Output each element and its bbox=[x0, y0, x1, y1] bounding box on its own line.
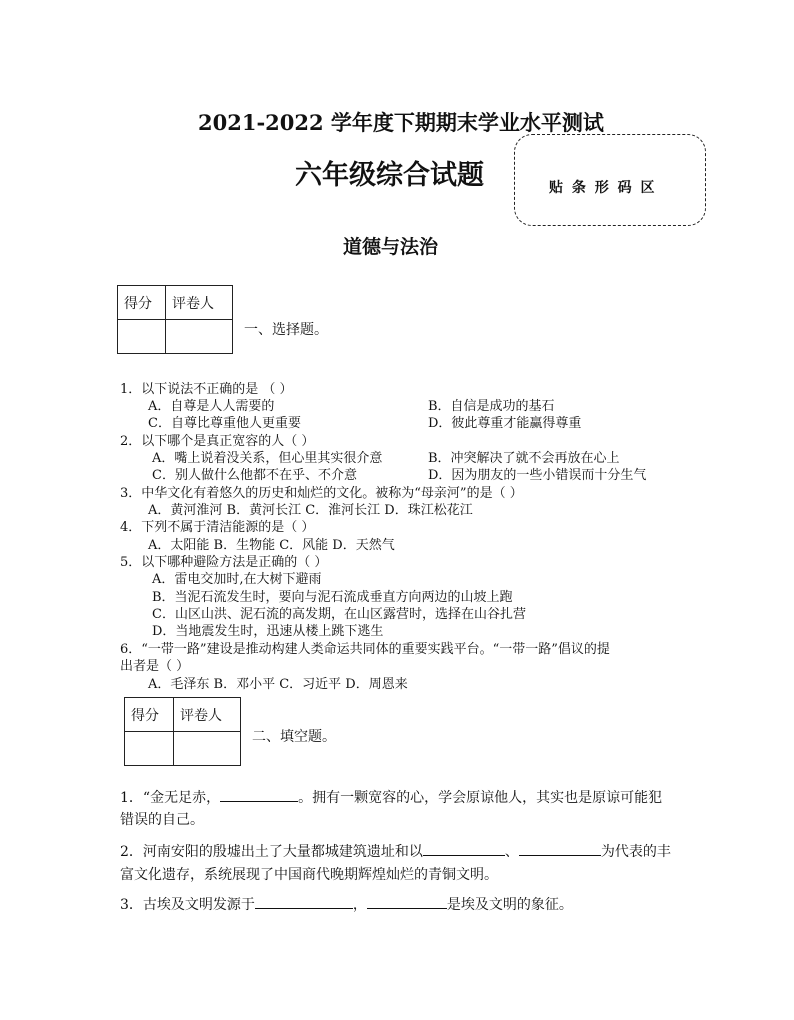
question-stem: 1．以下说法不正确的是 （ ） bbox=[120, 382, 293, 397]
score-cell bbox=[125, 732, 174, 766]
grader-cell bbox=[166, 320, 233, 354]
option: D．彼此尊重才能赢得尊重 bbox=[428, 416, 582, 431]
score-box-1 bbox=[117, 285, 233, 354]
section2-title: 二、填空题。 bbox=[252, 729, 336, 745]
option-row: A．毛泽东 B．邓小平 C．习近平 D．周恩来 bbox=[148, 677, 408, 692]
option: A．嘴上说着没关系，但心里其实很介意 bbox=[152, 451, 383, 466]
question-stem: 3．中华文化有着悠久的历史和灿烂的文化。被称为“母亲河”的是（ ） bbox=[120, 486, 523, 501]
option: C．自尊比尊重他人更重要 bbox=[148, 416, 301, 431]
q1-text: 。拥有一颗宽容的心，学会原谅他人，其实也是原谅可能犯 bbox=[298, 790, 663, 806]
option: C．山区山洪、泥石流的高发期，在山区露营时，选择在山谷扎营 bbox=[152, 607, 526, 622]
fill-question-2-cont: 富文化遗存，系统展现了中国商代晚期辉煌灿烂的青铜文明。 bbox=[120, 867, 498, 883]
score-cell bbox=[118, 320, 166, 354]
q1-text: 1．“金无足赤， bbox=[120, 790, 221, 806]
barcode-area bbox=[514, 134, 706, 226]
exam-title: 六年级综合试题 bbox=[295, 160, 484, 191]
grader-cell bbox=[174, 732, 241, 766]
fill-question-3 bbox=[120, 893, 573, 917]
q3-text: 是埃及文明的象征。 bbox=[446, 897, 573, 913]
fill-question-1 bbox=[120, 786, 662, 810]
option: A．雷电交加时,在大树下避雨 bbox=[152, 572, 322, 587]
question-stem: 2．以下哪个是真正宽容的人（ ） bbox=[120, 434, 315, 449]
option: B．自信是成功的基石 bbox=[428, 399, 555, 414]
q3-text: 3．古埃及文明发源于 bbox=[120, 897, 255, 913]
subject-title: 道德与法治 bbox=[343, 236, 439, 258]
fill-question-1-cont: 错误的自己。 bbox=[120, 812, 204, 828]
score-box-2 bbox=[124, 697, 241, 766]
option-row: A．黄河淮河 B．黄河长江 C．淮河长江 D．珠江松花江 bbox=[148, 503, 473, 518]
score-header: 得分 bbox=[118, 286, 166, 320]
fill-question-2 bbox=[120, 840, 671, 864]
section1-title: 一、选择题。 bbox=[244, 322, 328, 338]
grader-header: 评卷人 bbox=[166, 286, 233, 320]
option: A．自尊是人人需要的 bbox=[148, 399, 275, 414]
question-stem-cont: 出者是（ ） bbox=[120, 659, 190, 674]
answer-blank[interactable] bbox=[519, 841, 601, 856]
option: D．当地震发生时，迅速从楼上跳下逃生 bbox=[152, 624, 384, 639]
score-header: 得分 bbox=[125, 698, 174, 732]
question-stem: 6．“一带一路”建设是推动构建人类命运共同体的重要实践平台。“一带一路”倡议的提 bbox=[120, 642, 610, 657]
grader-header: 评卷人 bbox=[174, 698, 241, 732]
option-row: A．太阳能 B．生物能 C．风能 D．天然气 bbox=[148, 538, 395, 553]
option: D．因为朋友的一些小错误而十分生气 bbox=[428, 468, 647, 483]
option: B．冲突解决了就不会再放在心上 bbox=[428, 451, 620, 466]
answer-blank[interactable] bbox=[367, 894, 447, 909]
main-title: 2021-2022 学年度下期期末学业水平测试 bbox=[198, 110, 604, 135]
answer-blank[interactable] bbox=[423, 841, 505, 856]
barcode-label: 贴 条 形 码 区 bbox=[549, 180, 657, 196]
option: C．别人做什么他都不在乎、不介意 bbox=[152, 468, 357, 483]
q2-text: 为代表的丰 bbox=[600, 844, 671, 860]
q2-text: 2．河南安阳的殷墟出土了大量都城建筑遗址和以 bbox=[120, 844, 423, 860]
q2-text: 、 bbox=[504, 844, 519, 860]
question-stem: 5．以下哪种避险方法是正确的（ ） bbox=[120, 555, 328, 570]
answer-blank[interactable] bbox=[220, 787, 298, 802]
question-stem: 4．下列不属于清洁能源的是（ ） bbox=[120, 520, 315, 535]
answer-blank[interactable] bbox=[255, 894, 353, 909]
q3-text: ， bbox=[352, 897, 367, 913]
option: B．当泥石流发生时，要向与泥石流成垂直方向两边的山坡上跑 bbox=[152, 590, 513, 605]
